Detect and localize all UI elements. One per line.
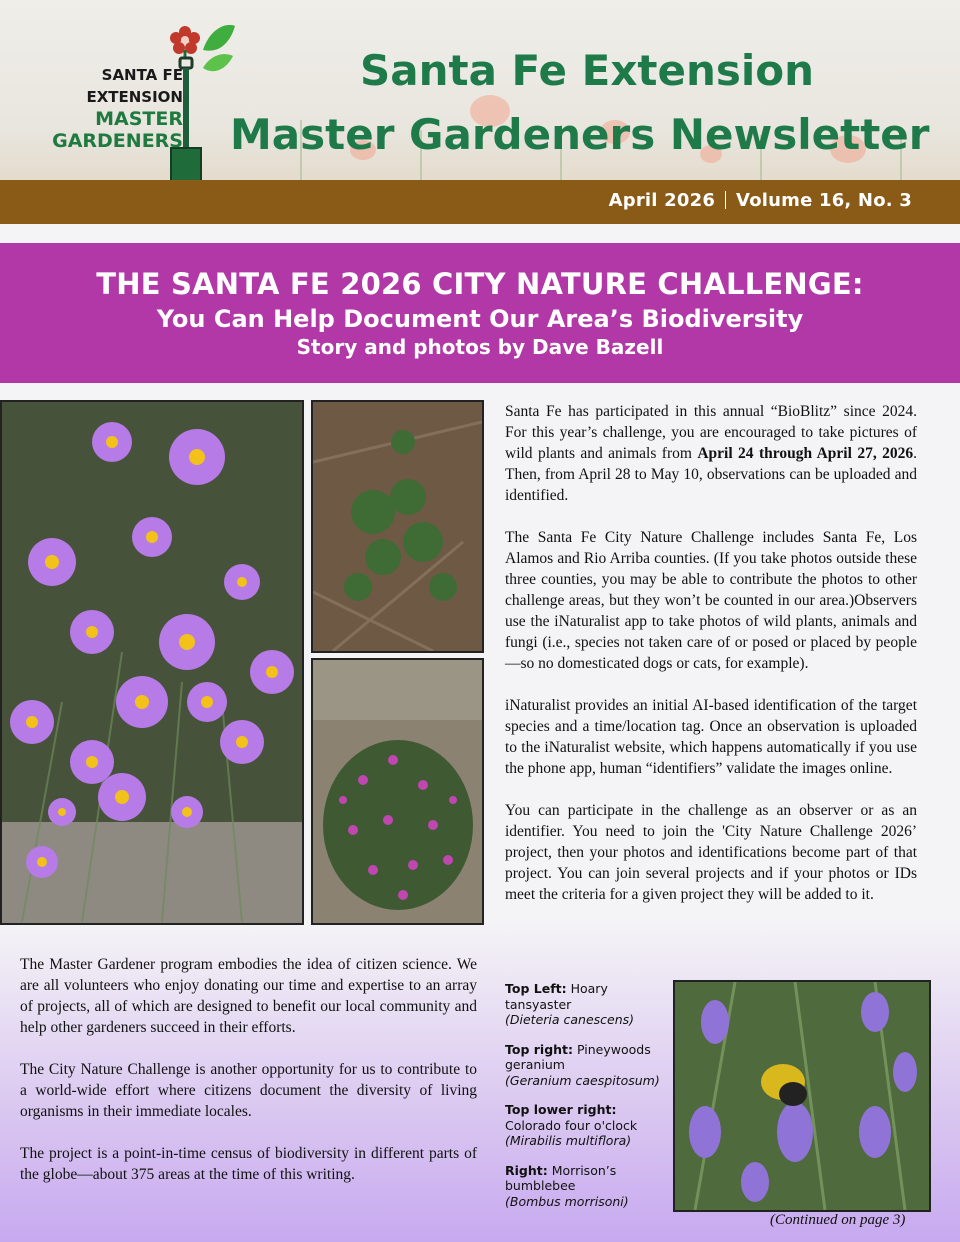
- byline: Story and photos by Dave Bazell: [296, 335, 664, 359]
- caption-latin-name: (Bombus morrisoni): [505, 1193, 629, 1209]
- issue-info: [609, 190, 912, 211]
- newsletter-title-line-2: Master Gardeners Newsletter: [230, 110, 930, 159]
- caption-latin-name: (Geranium caespitosum): [505, 1072, 660, 1088]
- article-paragraph-1: [505, 401, 917, 506]
- four-oclock-shrub-image: [313, 660, 482, 923]
- headline: THE SANTA FE 2026 CITY NATURE CHALLENGE:: [96, 267, 864, 301]
- logo-wordmark: [18, 64, 183, 152]
- intro-paragraph-3: The project is a point-in-time census of biodiversity in different parts of the globe—about 375 areas at the time of this writing.: [20, 1145, 477, 1183]
- caption-label: Top Left:: [505, 981, 567, 996]
- logo-line-4: GARDENERS: [52, 130, 183, 152]
- p1-text-a: Santa Fe has participated in this annual “BioBlitz” since 2024. For this year’s challenge, you are encouraged to take pictures of wild plants and animals from: [505, 403, 917, 462]
- caption-latin-name: (Mirabilis multiflora): [505, 1133, 632, 1148]
- article-left-column: [20, 954, 477, 1206]
- caption-label: Top lower right:: [505, 1102, 617, 1117]
- caption-common-name: Pineywoods geranium: [505, 1041, 651, 1072]
- caption-common-name: Morrison’s bumblebee: [505, 1162, 617, 1193]
- caption-latin-name: (Dieteria canescens): [505, 1012, 635, 1027]
- intro-paragraph-2: The City Nature Challenge is another opportunity for us to contribute to a world-wide effort where citizens document the diversity of living organisms in their immediate locales.: [20, 1061, 477, 1120]
- caption-top-right: [505, 1042, 660, 1089]
- caption-label: Top right:: [505, 1041, 574, 1057]
- geranium-leaves-image: [313, 402, 482, 651]
- issue-volume: Volume 16, No. 3: [736, 190, 912, 211]
- aster-flowers-image: [2, 402, 302, 923]
- caption-common-name: Colorado four o'clock: [505, 1117, 638, 1133]
- article-paragraph-3: iNaturalist provides an initial AI-based identification of the target species and a time/location tag. Once an observation is uploaded to the iNaturalist website, which happens automatically if you use the phone app, human “identifiers” validate the images online.: [505, 697, 917, 777]
- article-paragraph-2: The Santa Fe City Nature Challenge includes Santa Fe, Los Alamos and Rio Arriba counties. (If you take photos outside these three counties, you may be able to contribute the photos to other challenge areas, but they won’t be counted in our area.)Observers use the iNaturalist app to take photos of wild plants, animals and fungi (i.e., species not taken care of or posed or placed by people—so no domesticated dogs or cats, for example).: [505, 529, 917, 672]
- headline-banner: [0, 243, 960, 383]
- issue-date: April 2026: [608, 190, 716, 211]
- photo-hoary-tansyaster: [0, 400, 304, 925]
- photo-captions: [505, 981, 660, 1223]
- p1-text-b: . Then, from April 28 to May 10, observations can be uploaded and identified.: [505, 445, 917, 504]
- continued-notice[interactable]: (Continued on page 3): [770, 1212, 906, 1228]
- p1-dates: April 24 through April 27, 2026: [697, 445, 914, 462]
- photo-pineywoods-geranium: [311, 400, 484, 653]
- subheadline: You Can Help Document Our Area’s Biodiversity: [156, 305, 804, 333]
- caption-top-lower-right: [505, 1102, 660, 1149]
- logo-line-2: EXTENSION: [86, 88, 183, 106]
- caption-label: Right:: [505, 1162, 548, 1178]
- article-right-column: [505, 401, 917, 926]
- photo-morrisons-bumblebee: [673, 980, 931, 1212]
- logo-line-3: MASTER: [95, 108, 183, 130]
- bumblebee-on-lavender-image: [675, 982, 929, 1210]
- photo-colorado-four-oclock: [311, 658, 484, 925]
- logo-line-1: SANTA FE: [101, 66, 183, 84]
- newsletter-title-line-1: Santa Fe Extension: [360, 46, 815, 95]
- caption-common-name: Hoary tansyaster: [505, 981, 608, 1012]
- caption-top-left: [505, 981, 660, 1028]
- issue-divider: [725, 191, 726, 209]
- article-paragraph-4: You can participate in the challenge as an observer or as an identifier. You need to join the 'City Nature Challenge 2026’ project, then your photos and identifications become part of that project. You can join several projects and if your photos or IDs meet the criteria for a given project they will be added to it.: [505, 802, 917, 903]
- caption-right: [505, 1163, 660, 1210]
- intro-paragraph-1: The Master Gardener program embodies the idea of citizen science. We are all volunteers who enjoy donating our time and expertise to an array of projects, all of which are designed to benefit our local community and help other gardeners succeed in their efforts.: [20, 956, 477, 1036]
